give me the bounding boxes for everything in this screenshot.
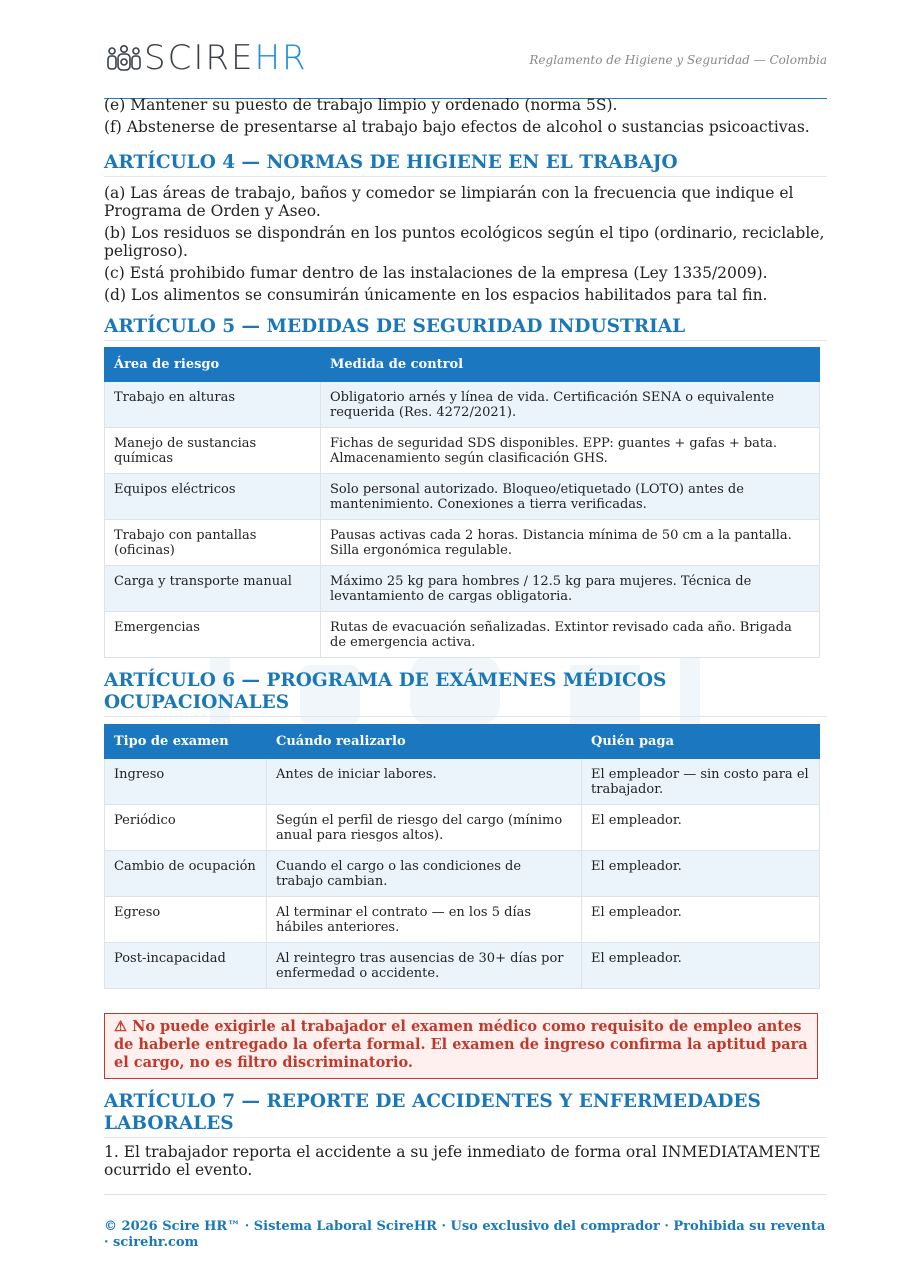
- article-7-title: ARTÍCULO 7 — REPORTE DE ACCIDENTES Y ENFERMEDADES LABORALES: [104, 1091, 827, 1138]
- column-header: Quién paga: [582, 725, 820, 759]
- page-footer: [104, 1194, 827, 1251]
- logo-scire-text: SCIRE: [144, 38, 255, 78]
- table-cell: Máximo 25 kg para hombres / 12.5 kg para mujeres. Técnica de levantamiento de cargas obligatoria.: [321, 566, 820, 612]
- footer-copyright: © 2026 Scire HR™ · Sistema Laboral ScireHR · Uso exclusivo del comprador · Prohibida su reventa · scirehr.com: [104, 1219, 826, 1250]
- column-header: Cuándo realizarlo: [267, 725, 582, 759]
- table-cell: Antes de iniciar labores.: [267, 759, 582, 805]
- document-body: [104, 96, 827, 1179]
- article-6-title: ARTÍCULO 6 — PROGRAMA DE EXÁMENES MÉDICOS OCUPACIONALES: [104, 670, 827, 717]
- article-5-title: ARTÍCULO 5 — MEDIDAS DE SEGURIDAD INDUSTRIAL: [104, 316, 827, 341]
- table-row: [105, 520, 820, 566]
- table-cell: El empleador.: [582, 805, 820, 851]
- warning-text: No puede exigirle al trabajador el examen médico como requisito de empleo antes de haberle entregado la oferta formal. El examen de ingreso confirma la aptitud para el cargo, no es filtro discriminatorio.: [114, 1018, 808, 1071]
- art4-item: (c) Está prohibido fumar dentro de las instalaciones de la empresa (Ley 1335/2009).: [104, 264, 768, 282]
- article-4-title: ARTÍCULO 4 — NORMAS DE HIGIENE EN EL TRABAJO: [104, 152, 827, 177]
- table-cell: Manejo de sustancias químicas: [105, 428, 321, 474]
- table-cell: Post-incapacidad: [105, 943, 267, 989]
- warning-callout: [104, 1013, 818, 1079]
- table-cell: Trabajo con pantallas (oficinas): [105, 520, 321, 566]
- table-row: [105, 897, 820, 943]
- document-title: Reglamento de Higiene y Seguridad — Colombia: [529, 53, 827, 67]
- team-icon: [106, 43, 142, 73]
- table-cell: Cuando el cargo o las condiciones de trabajo cambian.: [267, 851, 582, 897]
- column-header: Tipo de examen: [105, 725, 267, 759]
- table-cell: Según el perfil de riesgo del cargo (mínimo anual para riesgos altos).: [267, 805, 582, 851]
- table-cell: Equipos eléctricos: [105, 474, 321, 520]
- table-row: [105, 851, 820, 897]
- art7-item: 1. El trabajador reporta el accidente a su jefe inmediato de forma oral INMEDIATAMENTE ocurrido el evento.: [104, 1143, 821, 1179]
- table-cell: Al reintegro tras ausencias de 30+ días por enfermedad o accidente.: [267, 943, 582, 989]
- table-cell: Cambio de ocupación: [105, 851, 267, 897]
- table-cell: Periódico: [105, 805, 267, 851]
- table-row: [105, 382, 820, 428]
- table-cell: El empleador — sin costo para el trabajador.: [582, 759, 820, 805]
- column-header: Medida de control: [321, 348, 820, 382]
- table-row: [105, 474, 820, 520]
- warning-icon: ⚠: [114, 1018, 127, 1035]
- table-cell: Al terminar el contrato — en los 5 días hábiles anteriores.: [267, 897, 582, 943]
- medical-exams-table: [104, 724, 820, 989]
- table-cell: Solo personal autorizado. Bloqueo/etiquetado (LOTO) antes de mantenimiento. Conexiones a tierra verificadas.: [321, 474, 820, 520]
- table-cell: El empleador.: [582, 897, 820, 943]
- table-cell: Carga y transporte manual: [105, 566, 321, 612]
- table-cell: Rutas de evacuación señalizadas. Extintor revisado cada año. Brigada de emergencia activa.: [321, 612, 820, 658]
- column-header: Área de riesgo: [105, 348, 321, 382]
- intro-item: (e) Mantener su puesto de trabajo limpio y ordenado (norma 5S).: [104, 96, 618, 114]
- table-cell: El empleador.: [582, 943, 820, 989]
- table-row: [105, 759, 820, 805]
- table-cell: Ingreso: [105, 759, 267, 805]
- art4-item: (a) Las áreas de trabajo, baños y comedor se limpiarán con la frecuencia que indique el Programa de Orden y Aseo.: [104, 184, 794, 220]
- intro-item: (f) Abstenerse de presentarse al trabajo bajo efectos de alcohol o sustancias psicoactivas.: [104, 118, 810, 136]
- scirehr-logo: [106, 38, 308, 78]
- table-cell: Pausas activas cada 2 horas. Distancia mínima de 50 cm a la pantalla. Silla ergonómica regulable.: [321, 520, 820, 566]
- table-cell: Egreso: [105, 897, 267, 943]
- table-cell: El empleador.: [582, 851, 820, 897]
- table-cell: Emergencias: [105, 612, 321, 658]
- table-cell: Obligatorio arnés y línea de vida. Certificación SENA o equivalente requerida (Res. 4272/2021).: [321, 382, 820, 428]
- page-header: [104, 36, 827, 99]
- logo-hr-text: HR: [254, 38, 308, 78]
- table-cell: Fichas de seguridad SDS disponibles. EPP: guantes + gafas + bata. Almacenamiento según clasificación GHS.: [321, 428, 820, 474]
- table-row: [105, 943, 820, 989]
- safety-measures-table: [104, 347, 820, 658]
- table-cell: Trabajo en alturas: [105, 382, 321, 428]
- art4-item: (d) Los alimentos se consumirán únicamente en los espacios habilitados para tal fin.: [104, 286, 768, 304]
- table-row: [105, 805, 820, 851]
- art4-item: (b) Los residuos se dispondrán en los puntos ecológicos según el tipo (ordinario, reciclable, peligroso).: [104, 224, 825, 260]
- table-row: [105, 612, 820, 658]
- table-row: [105, 428, 820, 474]
- table-row: [105, 566, 820, 612]
